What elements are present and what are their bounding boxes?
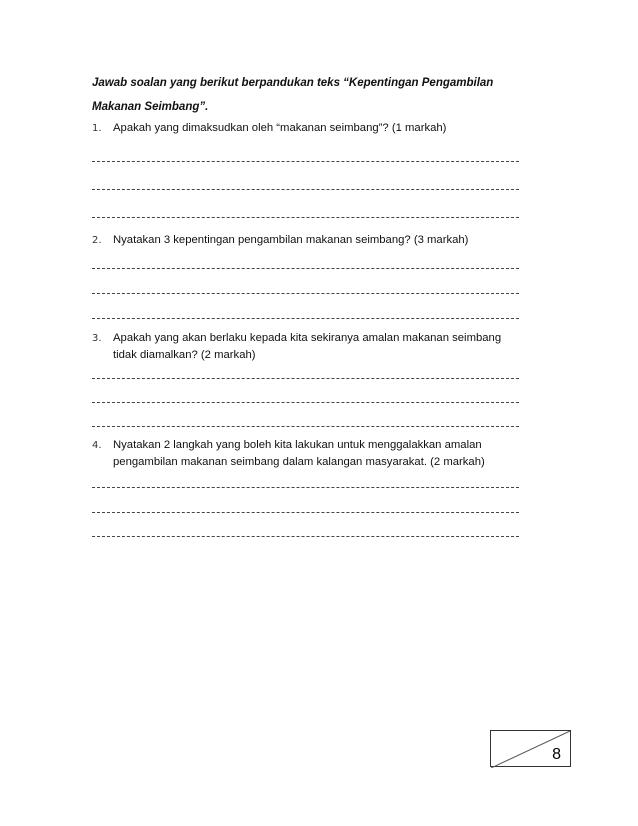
question-text-line-2: tidak diamalkan? (2 markah): [113, 349, 256, 361]
answer-line[interactable]: [92, 318, 519, 319]
question-4: [92, 437, 532, 471]
question-text-line-1: Apakah yang akan berlaku kepada kita sekiranya amalan makanan seimbang: [113, 332, 502, 344]
question-text: Nyatakan 3 kepentingan pengambilan makanan seimbang? (3 markah): [113, 234, 469, 246]
answer-line[interactable]: [92, 378, 519, 379]
answer-line[interactable]: [92, 512, 519, 513]
answer-line[interactable]: [92, 189, 519, 190]
answer-line[interactable]: [92, 487, 519, 488]
page-number: 8: [552, 746, 561, 763]
question-text-line-2: pengambilan makanan seimbang dalam kalangan masyarakat. (2 markah): [113, 456, 485, 468]
page-number-box: [490, 730, 571, 767]
question-number: 1.: [92, 123, 102, 134]
answer-line[interactable]: [92, 536, 519, 537]
answer-line[interactable]: [92, 161, 519, 162]
answer-line[interactable]: [92, 402, 519, 403]
question-3: [92, 330, 532, 364]
instruction-heading: [92, 71, 532, 119]
question-number: 2.: [92, 235, 102, 246]
answer-line[interactable]: [92, 426, 519, 427]
question-2: [92, 232, 532, 249]
answer-line[interactable]: [92, 293, 519, 294]
question-text: Apakah yang dimaksudkan oleh “makanan seimbang”? (1 markah): [113, 122, 447, 134]
answer-line[interactable]: [92, 217, 519, 218]
question-number: 4.: [92, 440, 102, 451]
instruction-line-2: Makanan Seimbang”.: [92, 101, 209, 113]
answer-line[interactable]: [92, 268, 519, 269]
instruction-line-1: Jawab soalan yang berikut berpandukan teks “Kepentingan Pengambilan: [92, 77, 494, 89]
question-1: [92, 120, 532, 137]
question-number: 3.: [92, 333, 102, 344]
question-text-line-1: Nyatakan 2 langkah yang boleh kita lakukan untuk menggalakkan amalan: [113, 439, 482, 451]
